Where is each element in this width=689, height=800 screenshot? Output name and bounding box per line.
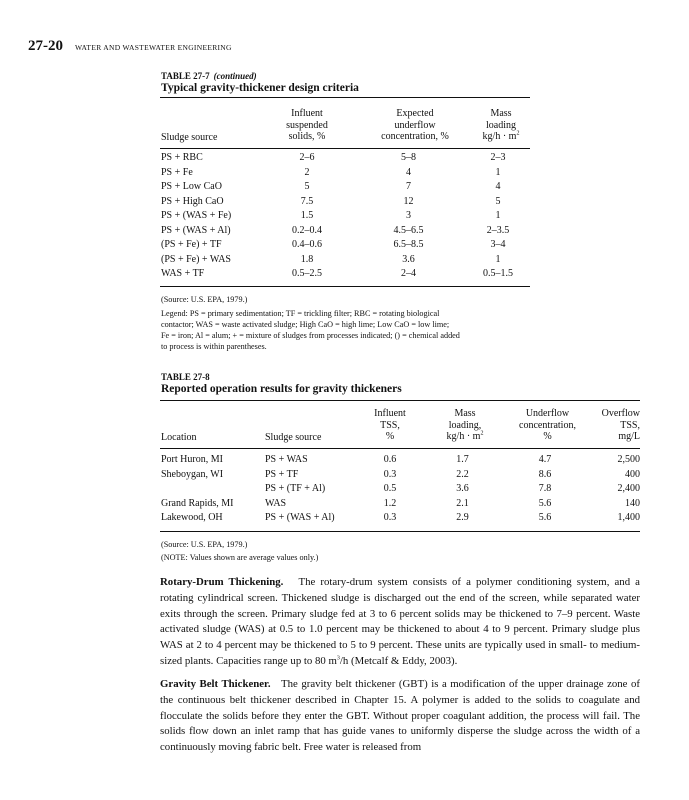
table2-header-rule (160, 448, 640, 449)
table2-header-underflow: Underflow concentration, % (519, 408, 576, 442)
table-row: Lakewood, OH PS + (WAS + Al) 0.3 2.9 5.6 1,400 (161, 512, 640, 523)
table-row: PS + Low CaO 5 7 4 (161, 181, 501, 192)
table1-legend-line: Fe = iron; Al = alum; + = mixture of sludges from processes indicated; () = chemical added (161, 331, 460, 340)
table2-header-mass: Mass loading, $kg/h \cdot m^2$ (446, 408, 484, 442)
table2-bottom-rule (160, 531, 640, 532)
table-row: PS + High CaO 7.5 12 5 (161, 195, 501, 207)
table2-body (161, 453, 640, 526)
table2-header-influent: Influent TSS, % (374, 408, 406, 442)
table1-header-rule (160, 148, 530, 149)
table1-source-note: (Source: U.S. EPA, 1979.) (161, 295, 248, 304)
table1-continued: (continued) (213, 71, 257, 81)
table2-header-source: Sludge source (265, 432, 322, 443)
table2-header-location: Location (161, 432, 197, 443)
table-row: PS + Fe 2 4 1 (161, 166, 501, 178)
table-row: PS + (WAS + Al) 0.2–0.4 4.5–6.5 2–3.5 (161, 224, 510, 236)
table-row: Sheboygan, WI PS + TF 0.3 2.2 8.6 400 (161, 468, 640, 480)
table1-top-rule (160, 97, 530, 98)
table-row: WAS + TF 0.5–2.5 2–4 0.5–1.5 (161, 268, 513, 279)
table2-title: Reported operation results for gravity thickeners (161, 383, 402, 395)
table1-body (161, 151, 531, 282)
table1-header-source: Sludge source (161, 132, 218, 143)
table1-title: Typical gravity-thickener design criteria (161, 82, 359, 94)
table1-legend-line: Legend: PS = primary sedimentation; TF = trickling filter; RBC = rotating biological (161, 309, 440, 318)
chapter-title: WATER AND WASTEWATER ENGINEERING (75, 43, 232, 52)
table2-notes (161, 539, 561, 563)
table1-header-influent: Influent suspended solids, % (286, 108, 328, 142)
table1-header-underflow: Expected underflow concentration, % (381, 108, 449, 142)
table1-header-mass: Mass loading $kg/h \cdot m^2$ (482, 108, 520, 142)
table2-top-rule (160, 400, 640, 401)
table-row: PS + (WAS + Fe) 1.5 3 1 (161, 210, 501, 221)
running-head (28, 38, 232, 55)
table-row: Grand Rapids, MI WAS 1.2 2.1 5.6 140 (161, 497, 640, 509)
table1-notes (161, 294, 536, 352)
table1-legend-line: contactor; WAS = waste activated sludge; High CaO = high lime; Low CaO = low lime; (161, 320, 450, 329)
paragraph-rotary-drum: Rotary-Drum Thickening. The rotary-drum system consists of a polymer conditioning system, and a rotating cylindrical screen. Thickened sludge is discharged out the end of the screen, while separated water exits through the screen. Primary sludge fed at 3 to 6 percent solids may be thickened to 7–9 percent. Waste activated sludge (WAS) at 0.5 to 1.0 percent may be thickened to about 4 to 9 percent. Primary sludge plus WAS at 2 to 4 percent may be thickened to 5 to 9 percent. These units are typically used in small- to medium-sized plants. Capacities range up to 80 $m^3/h$ (Metcalf & Eddy, 2003). (160, 576, 640, 667)
table2-header-overflow: Overflow TSS, mg/L (601, 408, 640, 442)
table1-legend-line: to process is within parentheses. (161, 342, 267, 351)
paragraph-heading: Gravity Belt Thickener. (160, 678, 271, 690)
paragraph-gravity-belt: Gravity Belt Thickener. The gravity belt thickener (GBT) is a modification of the upper drainage zone of the continuous belt thickener described in Chapter 15. A polymer is added to the solids to coagulate and flocculate the solids before they enter the GBT. Without proper coagulant addition, the process will fail. The solids flow down an inlet ramp that has guide vanes to uniformly disperse the sludge across the width of a continuously moving fabric belt. Free water is released from (160, 678, 641, 754)
table-row: (PS + Fe) + WAS 1.8 3.6 1 (161, 253, 501, 265)
table2-note: (NOTE: Values shown are average values only.) (161, 553, 319, 562)
table-row: Port Huron, MI PS + WAS 0.6 1.7 4.7 2,500 (161, 454, 640, 465)
table-row: PS + RBC 2–6 5–8 2–3 (161, 152, 506, 163)
table1-label: TABLE 27-7 (continued) (161, 71, 257, 81)
table-row: PS + (TF + Al) 0.5 3.6 7.8 2,400 (265, 483, 640, 494)
table1-bottom-rule (160, 286, 530, 287)
page-number: 27-20 (28, 38, 63, 54)
table2-source-note: (Source: U.S. EPA, 1979.) (161, 540, 248, 549)
paragraph-heading: Rotary-Drum Thickening. (160, 576, 284, 588)
table-row: (PS + Fe) + TF 0.4–0.6 6.5–8.5 3–4 (161, 239, 506, 250)
table2-label: TABLE 27-8 (161, 372, 210, 382)
